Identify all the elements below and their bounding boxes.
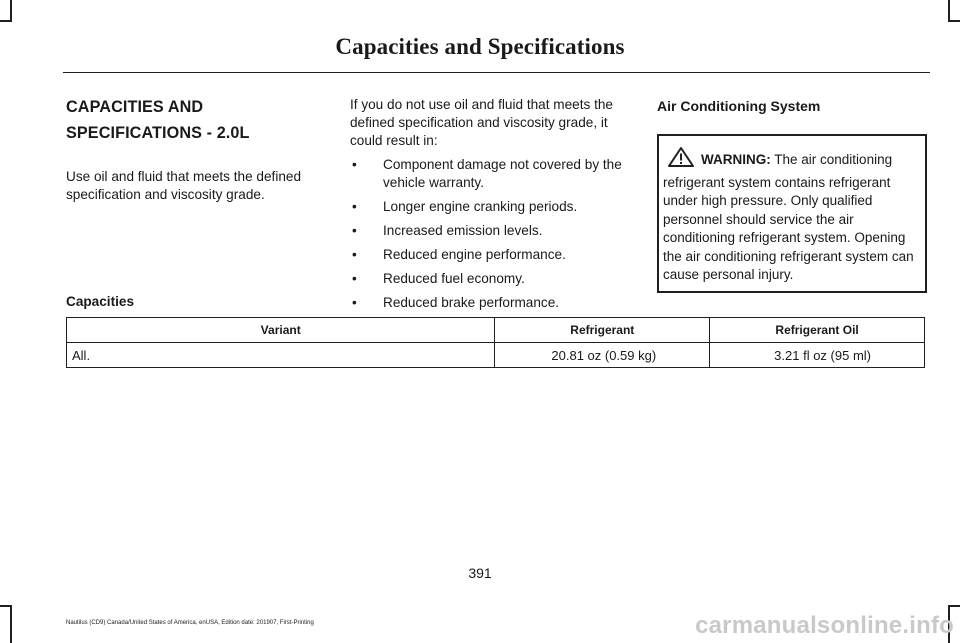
list-item xyxy=(350,222,636,240)
list-item-text: Increased emission levels. xyxy=(383,223,543,238)
refrigerant-oil-cell: 3.21 fl oz (95 ml) xyxy=(710,343,925,368)
warning-box xyxy=(657,134,927,293)
list-item xyxy=(350,294,636,312)
header-divider xyxy=(63,72,930,73)
column-middle xyxy=(350,96,636,318)
warning-label: WARNING: xyxy=(701,152,771,167)
watermark: carmanualsonline.info xyxy=(695,612,954,639)
bullet-icon: • xyxy=(352,223,357,238)
list-item xyxy=(350,270,636,288)
list-item-text: Reduced fuel economy. xyxy=(383,271,525,286)
column-left xyxy=(66,94,342,204)
crop-mark xyxy=(948,0,950,20)
crop-mark xyxy=(0,20,12,22)
list-item-text: Reduced brake performance. xyxy=(383,295,560,310)
bullet-icon: • xyxy=(352,271,357,286)
column-header-refrigerant-oil: Refrigerant Oil xyxy=(710,318,925,343)
bullet-icon: • xyxy=(352,157,357,172)
capacities-table xyxy=(66,317,925,368)
bullet-icon: • xyxy=(352,247,357,262)
crop-mark xyxy=(0,605,12,607)
list-item-text: Component damage not covered by the vehicle warranty. xyxy=(383,157,622,190)
refrigerant-cell: 20.81 oz (0.59 kg) xyxy=(495,343,710,368)
crop-mark xyxy=(948,605,960,607)
column-header-variant: Variant xyxy=(67,318,495,343)
list-item-text: Longer engine cranking periods. xyxy=(383,199,578,214)
section-heading: Air Conditioning System xyxy=(657,98,821,114)
consequences-list xyxy=(350,156,636,312)
warning-text: The air conditioning refrigerant system contains refrigerant under high pressure. Only qualified personnel should service the air conditioning refrigerant system. Opening the air conditioning refrigerant system can cause personal injury. xyxy=(663,152,914,282)
warning-triangle-icon xyxy=(667,146,695,174)
table-header-row xyxy=(67,318,925,343)
page-title: Capacities and Specifications xyxy=(335,34,625,59)
list-item-text: Reduced engine performance. xyxy=(383,247,566,262)
edition-footer: Nautilus (CD9) Canada/United States of America, enUSA, Edition date: 201907, First-Printing xyxy=(66,620,314,626)
page-number: 391 xyxy=(468,565,492,581)
bullet-icon: • xyxy=(352,295,357,310)
list-item xyxy=(350,246,636,264)
table-row xyxy=(67,343,925,368)
crop-mark xyxy=(948,20,960,22)
crop-mark xyxy=(10,605,12,643)
capacities-heading: Capacities xyxy=(66,294,135,309)
column-right xyxy=(657,96,927,293)
list-item xyxy=(350,156,636,192)
variant-cell: All. xyxy=(67,343,495,368)
section-heading: CAPACITIES AND SPECIFICATIONS - 2.0L xyxy=(66,98,250,142)
list-item xyxy=(350,198,636,216)
consequences-intro: If you do not use oil and fluid that meets the defined specification and viscosity grade, it could result in: xyxy=(350,97,613,148)
crop-mark xyxy=(10,0,12,20)
intro-paragraph: Use oil and fluid that meets the defined specification and viscosity grade. xyxy=(66,169,302,202)
bullet-icon: • xyxy=(352,199,357,214)
column-header-refrigerant: Refrigerant xyxy=(495,318,710,343)
